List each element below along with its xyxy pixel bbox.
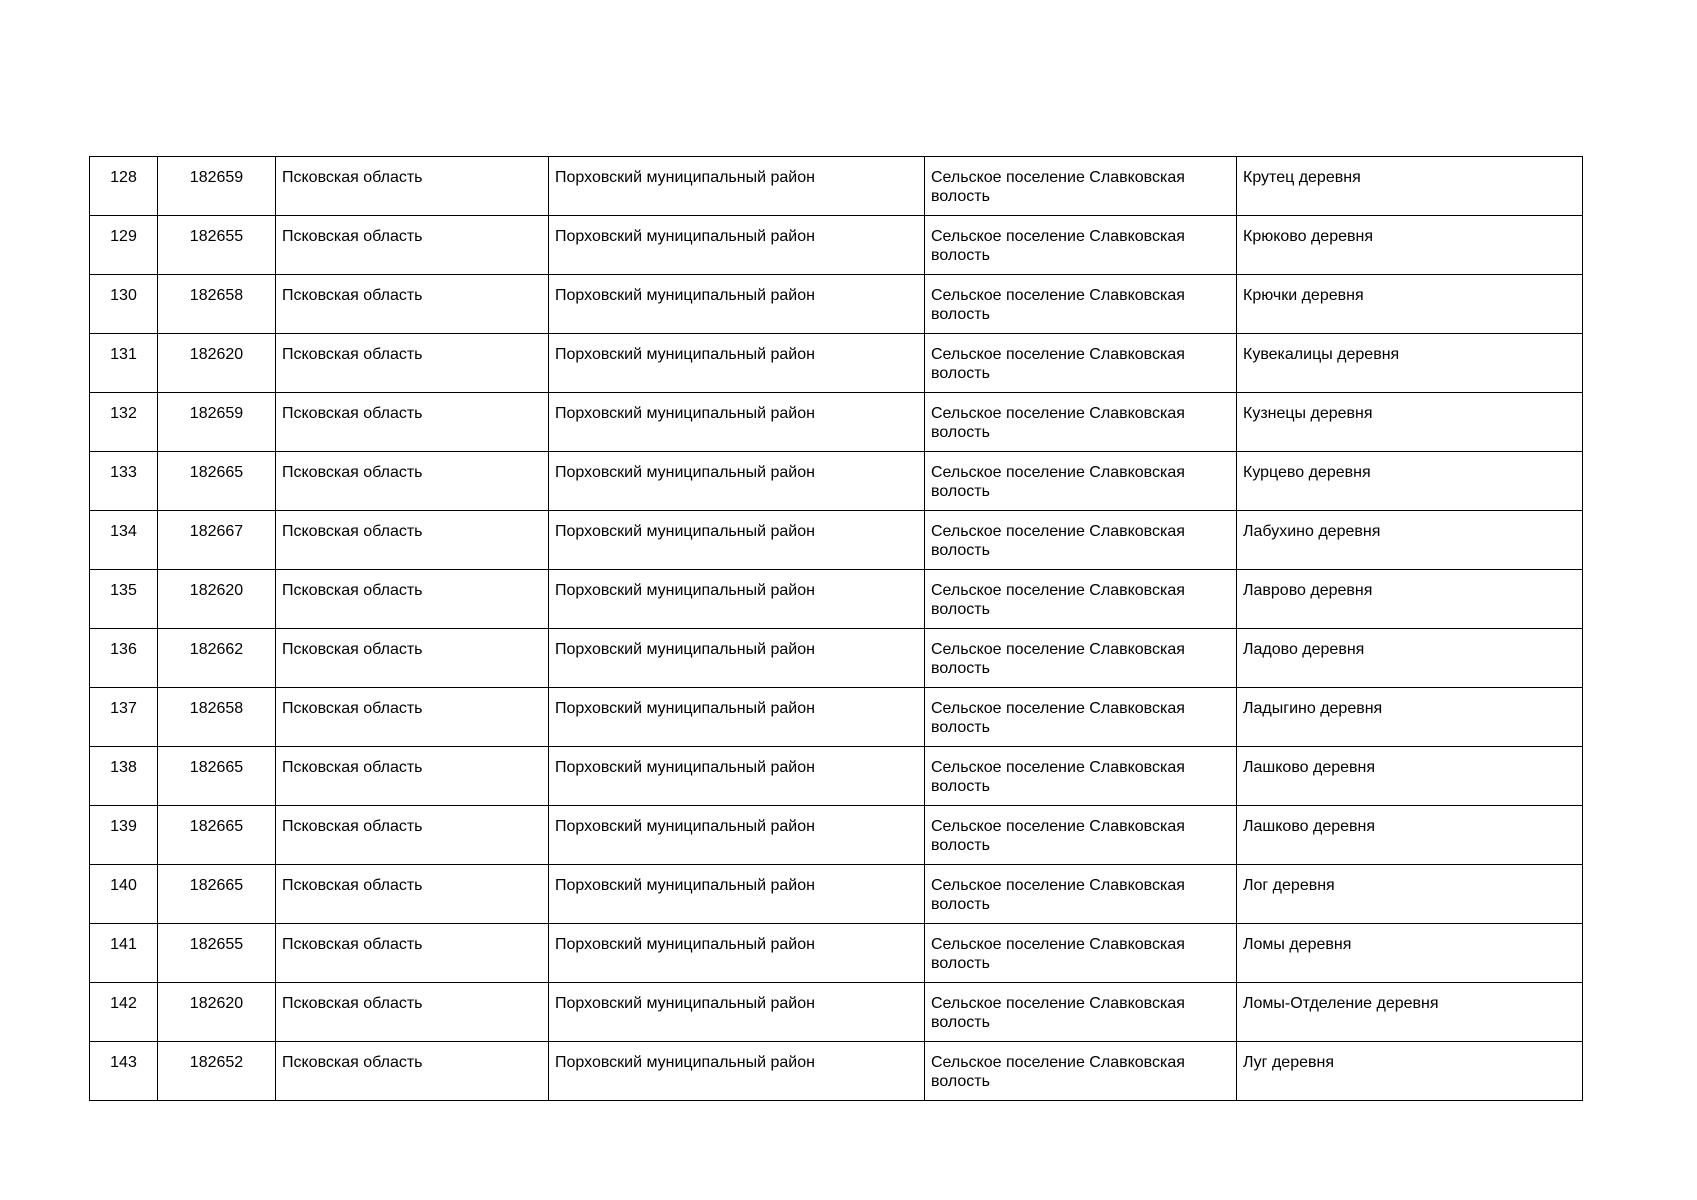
settlement-cell: Сельское поселение Славковская волость	[925, 1042, 1237, 1101]
region-cell: Псковская область	[276, 393, 549, 452]
table-row	[90, 629, 1583, 688]
row-number-cell: 139	[90, 806, 158, 865]
district-cell: Порховский муниципальный район	[549, 452, 925, 511]
locality-cell: Ломы деревня	[1237, 924, 1583, 983]
postal-code-cell: 182665	[158, 452, 276, 511]
region-cell: Псковская область	[276, 865, 549, 924]
postal-code-cell: 182620	[158, 983, 276, 1042]
region-cell: Псковская область	[276, 983, 549, 1042]
table-row	[90, 334, 1583, 393]
table-row	[90, 983, 1583, 1042]
table-row	[90, 924, 1583, 983]
locality-cell: Лабухино деревня	[1237, 511, 1583, 570]
locality-cell: Ладово деревня	[1237, 629, 1583, 688]
table-row	[90, 216, 1583, 275]
region-cell: Псковская область	[276, 629, 549, 688]
settlement-cell: Сельское поселение Славковская волость	[925, 983, 1237, 1042]
postal-code-cell: 182665	[158, 806, 276, 865]
postal-code-cell: 182652	[158, 1042, 276, 1101]
locality-cell: Кузнецы деревня	[1237, 393, 1583, 452]
locality-cell: Кувекалицы деревня	[1237, 334, 1583, 393]
postal-code-cell: 182620	[158, 334, 276, 393]
row-number-cell: 133	[90, 452, 158, 511]
postal-code-cell: 182658	[158, 275, 276, 334]
locality-cell: Ладыгино деревня	[1237, 688, 1583, 747]
postal-code-cell: 182662	[158, 629, 276, 688]
locality-cell: Курцево деревня	[1237, 452, 1583, 511]
postal-code-cell: 182665	[158, 747, 276, 806]
postal-code-cell: 182655	[158, 216, 276, 275]
settlement-cell: Сельское поселение Славковская волость	[925, 157, 1237, 216]
region-cell: Псковская область	[276, 334, 549, 393]
locality-cell: Лаврово деревня	[1237, 570, 1583, 629]
district-cell: Порховский муниципальный район	[549, 275, 925, 334]
row-number-cell: 134	[90, 511, 158, 570]
district-cell: Порховский муниципальный район	[549, 629, 925, 688]
row-number-cell: 135	[90, 570, 158, 629]
row-number-cell: 141	[90, 924, 158, 983]
region-cell: Псковская область	[276, 570, 549, 629]
row-number-cell: 143	[90, 1042, 158, 1101]
table-row	[90, 452, 1583, 511]
district-cell: Порховский муниципальный район	[549, 157, 925, 216]
row-number-cell: 142	[90, 983, 158, 1042]
locality-cell: Лашково деревня	[1237, 806, 1583, 865]
region-cell: Псковская область	[276, 806, 549, 865]
district-cell: Порховский муниципальный район	[549, 806, 925, 865]
row-number-cell: 130	[90, 275, 158, 334]
region-cell: Псковская область	[276, 1042, 549, 1101]
settlement-cell: Сельское поселение Славковская волость	[925, 393, 1237, 452]
region-cell: Псковская область	[276, 275, 549, 334]
row-number-cell: 137	[90, 688, 158, 747]
table-row	[90, 806, 1583, 865]
row-number-cell: 131	[90, 334, 158, 393]
settlement-cell: Сельское поселение Славковская волость	[925, 570, 1237, 629]
region-cell: Псковская область	[276, 216, 549, 275]
locality-cell: Лашково деревня	[1237, 747, 1583, 806]
postal-code-cell: 182665	[158, 865, 276, 924]
settlement-cell: Сельское поселение Славковская волость	[925, 629, 1237, 688]
table-row	[90, 865, 1583, 924]
settlement-cell: Сельское поселение Славковская волость	[925, 452, 1237, 511]
postal-code-cell: 182655	[158, 924, 276, 983]
row-number-cell: 136	[90, 629, 158, 688]
table-row	[90, 157, 1583, 216]
table-row	[90, 511, 1583, 570]
region-cell: Псковская область	[276, 924, 549, 983]
district-cell: Порховский муниципальный район	[549, 511, 925, 570]
row-number-cell: 140	[90, 865, 158, 924]
settlement-cell: Сельское поселение Славковская волость	[925, 216, 1237, 275]
settlement-cell: Сельское поселение Славковская волость	[925, 275, 1237, 334]
locality-cell: Луг деревня	[1237, 1042, 1583, 1101]
postal-code-cell: 182658	[158, 688, 276, 747]
locality-cell: Крючки деревня	[1237, 275, 1583, 334]
table-body	[90, 157, 1583, 1101]
district-cell: Порховский муниципальный район	[549, 393, 925, 452]
row-number-cell: 129	[90, 216, 158, 275]
settlement-cell: Сельское поселение Славковская волость	[925, 806, 1237, 865]
locality-cell: Крутец деревня	[1237, 157, 1583, 216]
table-row	[90, 570, 1583, 629]
district-cell: Порховский муниципальный район	[549, 216, 925, 275]
table-row	[90, 688, 1583, 747]
row-number-cell: 132	[90, 393, 158, 452]
region-cell: Псковская область	[276, 511, 549, 570]
district-cell: Порховский муниципальный район	[549, 747, 925, 806]
region-cell: Псковская область	[276, 688, 549, 747]
table-row	[90, 1042, 1583, 1101]
row-number-cell: 128	[90, 157, 158, 216]
region-cell: Псковская область	[276, 157, 549, 216]
table-row	[90, 393, 1583, 452]
district-cell: Порховский муниципальный район	[549, 865, 925, 924]
region-cell: Псковская область	[276, 452, 549, 511]
settlement-cell: Сельское поселение Славковская волость	[925, 924, 1237, 983]
settlement-cell: Сельское поселение Славковская волость	[925, 865, 1237, 924]
district-cell: Порховский муниципальный район	[549, 570, 925, 629]
locality-registry-table	[89, 156, 1583, 1101]
district-cell: Порховский муниципальный район	[549, 924, 925, 983]
postal-code-cell: 182667	[158, 511, 276, 570]
settlement-cell: Сельское поселение Славковская волость	[925, 747, 1237, 806]
settlement-cell: Сельское поселение Славковская волость	[925, 511, 1237, 570]
district-cell: Порховский муниципальный район	[549, 688, 925, 747]
postal-code-cell: 182620	[158, 570, 276, 629]
district-cell: Порховский муниципальный район	[549, 1042, 925, 1101]
region-cell: Псковская область	[276, 747, 549, 806]
postal-code-cell: 182659	[158, 393, 276, 452]
table-row	[90, 747, 1583, 806]
table-row	[90, 275, 1583, 334]
row-number-cell: 138	[90, 747, 158, 806]
district-cell: Порховский муниципальный район	[549, 334, 925, 393]
locality-cell: Крюково деревня	[1237, 216, 1583, 275]
settlement-cell: Сельское поселение Славковская волость	[925, 334, 1237, 393]
district-cell: Порховский муниципальный район	[549, 983, 925, 1042]
locality-cell: Ломы-Отделение деревня	[1237, 983, 1583, 1042]
locality-cell: Лог деревня	[1237, 865, 1583, 924]
settlement-cell: Сельское поселение Славковская волость	[925, 688, 1237, 747]
postal-code-cell: 182659	[158, 157, 276, 216]
